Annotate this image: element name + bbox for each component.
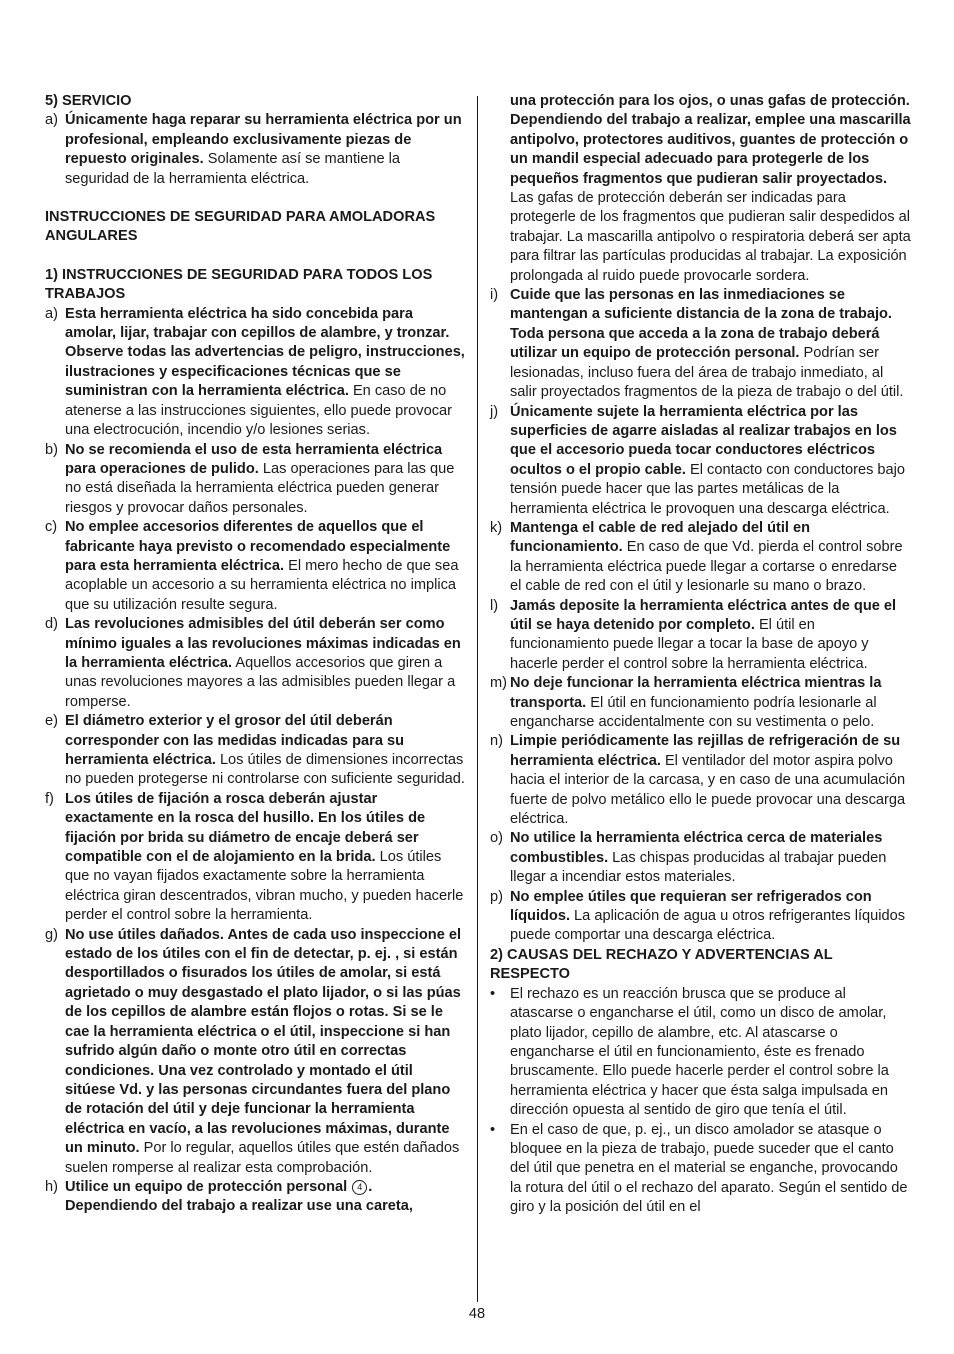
- item-text: En el caso de que, p. ej., un disco amolador se atasque o bloquee en la pieza de trabajo, puede suceder que el canto del útil que penetra en el material se enganche, provocando la rotura del útil o el rechazo del aparato. Según el sentido de giro y la posición del útil en el: [510, 1121, 908, 1216]
- item-bold-text: No deje funcionar la herramienta eléctrica mientras la transporta.: [510, 675, 882, 711]
- safety-item-h-continued: [490, 92, 912, 286]
- safety-item: [490, 829, 912, 887]
- left-column: [45, 92, 465, 1217]
- item-text: Las chispas producidas al trabajar pueden llegar a incendiar estos materiales.: [510, 849, 887, 886]
- item-bold-text: Utilice un equipo de protección personal: [65, 1178, 348, 1195]
- safety-item: [490, 597, 912, 675]
- service-heading: 5) SERVICIO: [45, 93, 132, 109]
- item-text: Los útiles de dimensiones incorrectas no pueden protegerse ni controlarse con suficiente seguridad.: [65, 752, 465, 788]
- item-marker: j): [490, 403, 499, 420]
- safety-item: [45, 305, 465, 441]
- item-text: Solamente así se mantiene la seguridad de la herramienta eléctrica.: [65, 151, 401, 187]
- safety-item: [490, 674, 912, 732]
- item-bold-text: No se recomienda el uso de esta herramienta eléctrica para operaciones de pulido.: [65, 441, 443, 477]
- item-bold-text: Esta herramienta eléctrica ha sido concebida para amolar, lijar, trabajar con cepillos de alambre, y tronzar. Observe todas las advertencias de peligro, instrucciones, ilustraciones y especificaciones técnicas que se suministran con la herramienta eléctrica.: [65, 305, 465, 400]
- safety-item-h: [45, 1178, 465, 1217]
- item-bold-text: No emplee útiles que requieran ser refrigerados con líquidos.: [510, 888, 872, 925]
- item-marker: b): [45, 441, 58, 458]
- kickback-bullet-list: [490, 985, 912, 1218]
- safety-item: [490, 519, 912, 597]
- safety-item: [490, 286, 912, 402]
- item-text: El ventilador del motor aspira polvo hacia el interior de la carcasa, y en caso de una acumulación fuerte de polvo metálico ello le puede provocar una descarga eléctrica.: [510, 752, 906, 828]
- item-bold-text: Cuide que las personas en las inmediaciones se mantengan a suficiente distancia de la zona de trabajo. Toda persona que acceda a la zona de trabajo deberá utilizar un equipo de protección personal.: [510, 287, 892, 362]
- item-bold-text: El diámetro exterior y el grosor del útil deberán corresponder con las medidas indicadas para su herramienta eléctrica.: [65, 713, 405, 768]
- item-text: Las gafas de protección deberán ser indicadas para protegerle de los fragmentos que pudieran salir despedidos al trabajar. La mascarilla antipolvo o respiratoria deberá ser apta para filtrar las partículas producidas al trabajar. La exposición prolongada al ruido puede provocarle sordera.: [510, 190, 911, 284]
- item-text: En caso de no atenerse a las instrucciones siguientes, ello puede provocar una electrocución, incendio y/o lesiones serias.: [65, 383, 452, 439]
- item-marker: o): [490, 830, 503, 847]
- item-bold-text: Limpie periódicamente las rejillas de refrigeración de su herramienta eléctrica.: [510, 733, 901, 769]
- item-marker: m): [490, 675, 508, 692]
- bullet-item: [490, 985, 912, 1121]
- item-bold-text-continued: . Dependiendo del trabajo a realizar use una careta,: [65, 1178, 413, 1215]
- item-bold-text: No emplee accesorios diferentes de aquellos que el fabricante haya previsto o recomendado especialmente para esta herramienta eléctrica.: [65, 519, 451, 574]
- item-marker: p): [490, 888, 503, 905]
- item-marker: a): [45, 112, 58, 129]
- item-text: En caso de que Vd. pierda el control sobre la herramienta eléctrica puede llegar a cortarse o enredarse el cable de red con el útil y lesionarle su mano o brazo.: [510, 539, 903, 595]
- left-item-list: [45, 305, 465, 1178]
- bullet-item: [490, 1121, 912, 1218]
- item-bold-text: Los útiles de fijación a rosca deberán ajustar exactamente en la rosca del husillo. En los útiles de fijación por brida su diámetro de encaje deberá ser compatible con el de alojamiento en la brida.: [65, 790, 426, 866]
- item-bold-text: una protección para los ojos, o unas gafas de protección. Dependiendo del trabajo a realizar, emplee una mascarilla antipolvo, protectores auditivos, guantes de protección o un mandil especial adecuado para protegerle de los pequeños fragmentos que pudieran salir proyectados.: [510, 93, 911, 187]
- item-bold-text: Únicamente sujete la herramienta eléctrica por las superficies de agarre aisladas al realizar trabajos en los que el accesorio pueda tocar conductores eléctricos ocultos o el propio cable.: [510, 403, 897, 478]
- figure-ref-circle: 4: [352, 1180, 367, 1195]
- item-marker: i): [490, 287, 499, 304]
- item-bold-text: Mantenga el cable de red alejado del útil en funcionamiento.: [510, 519, 811, 556]
- safety-item: [45, 518, 465, 615]
- safety-item: [45, 615, 465, 712]
- item-text: Por lo regular, aquellos útiles que estén dañados suelen romperse al realizar esta comprobación.: [65, 1140, 460, 1176]
- safety-item: [490, 888, 912, 946]
- item-marker: g): [45, 926, 58, 943]
- item-marker: f): [45, 790, 54, 807]
- item-text: La aplicación de agua u otros refrigerantes líquidos puede comportar una descarga eléctrica.: [510, 908, 906, 944]
- item-text: El rechazo es un reacción brusca que se produce al atascarse o engancharse el útil, como un disco de amolar, plato lijador, cepillo de alambre, etc. Al atascarse o engancharse el útil en funcionamiento, éste es frenado bruscamente. Ello puede hacerle perder el control sobre la herramienta eléctrica y hacer que ésta salga impulsada en dirección opuesta al sentido de giro que tenía el útil.: [510, 985, 889, 1119]
- item-text: Aquellos accesorios que giren a unas revoluciones mayores a las admisibles pueden llegar a romperse.: [65, 654, 456, 710]
- item-marker: n): [490, 733, 503, 750]
- item-bold-text: No use útiles dañados. Antes de cada uso inspeccione el estado de los útiles con el fin de detectar, p. ej. , si están desportillados o fisurados los útiles de amolar, si está agrietado o muy desgastado el plato lijador, o si las púas de los cepillos de alambre están flojos o rotas. Si se le cae la herramienta eléctrica o el útil, inspeccione si han sufrido algún daño o monte otro útil en correctas condiciones. Una vez controlado y montado el útil sitúese Vd. y las personas circundantes fuera del plano de rotación del útil y deje funcionar la herramienta eléctrica en vacío, a las revoluciones máximas, durante un minuto.: [65, 926, 462, 1157]
- item-marker: d): [45, 616, 58, 633]
- column-divider: [477, 96, 478, 1302]
- safety-item: [45, 441, 465, 519]
- item-bold-text: Jamás deposite la herramienta eléctrica antes de que el útil se haya detenido por completo.: [510, 597, 897, 633]
- item-text: El contacto con conductores bajo tensión puede hacer que las partes metálicas de la herramienta eléctrica le provoquen una descarga eléctrica.: [510, 461, 906, 517]
- item-text: El mero hecho de que sea acoplable un accesorio a su herramienta eléctrica no implica que su utilización resulte segura.: [65, 557, 459, 613]
- page-number: 48: [468, 1306, 486, 1322]
- service-item-a: [45, 111, 465, 189]
- safety-item: [45, 712, 465, 790]
- subsection-1-heading: 1) INSTRUCCIONES DE SEGURIDAD PARA TODOS LOS TRABAJOS: [45, 266, 433, 303]
- item-text: El útil en funcionamiento podría lesionarle al engancharse accidentalmente con su vestimenta o pelo.: [510, 694, 877, 730]
- bullet-marker: •: [490, 985, 496, 1002]
- item-text: Podrían ser lesionadas, incluso fuera del área de trabajo inmediato, al salir proyectados fragmentos de la pieza de trabajo o del útil.: [510, 345, 904, 401]
- item-text: Los útiles que no vayan fijados exactamente sobre la herramienta eléctrica giran descentrados, vibran mucho, y pueden hacerle perder el control sobre la herramienta.: [65, 849, 464, 924]
- subsection-2-heading: 2) CAUSAS DEL RECHAZO Y ADVERTENCIAS AL RESPECTO: [490, 946, 833, 983]
- item-bold-text: Únicamente haga reparar su herramienta eléctrica por un profesional, empleando exclusivamente piezas de repuesto originales.: [65, 112, 462, 168]
- right-column: [490, 92, 912, 1218]
- item-text: El útil en funcionamiento puede llegar a tocar la base de apoyo y hacerle perder el control sobre la herramienta eléctrica.: [510, 616, 869, 672]
- safety-item: [45, 926, 465, 1178]
- item-marker: h): [45, 1178, 58, 1195]
- item-marker: l): [490, 597, 499, 614]
- bullet-marker: •: [490, 1121, 496, 1138]
- right-item-list: [490, 286, 912, 946]
- item-bold-text: No utilice la herramienta eléctrica cerca de materiales combustibles.: [510, 830, 883, 866]
- item-bold-text: Las revoluciones admisibles del útil deberán ser como mínimo iguales a las revoluciones máximas indicadas en la herramienta eléctrica.: [65, 616, 461, 671]
- item-marker: e): [45, 713, 58, 730]
- safety-item: [490, 732, 912, 829]
- item-marker: k): [490, 519, 503, 536]
- item-marker: a): [45, 305, 58, 322]
- item-marker: c): [45, 519, 58, 536]
- item-text: Las operaciones para las que no está diseñada la herramienta eléctrica pueden generar riesgos y provocar daños personales.: [65, 460, 455, 516]
- safety-item: [490, 403, 912, 519]
- section-title: INSTRUCCIONES DE SEGURIDAD PARA AMOLADORAS ANGULARES: [45, 209, 436, 245]
- safety-item: [45, 790, 465, 926]
